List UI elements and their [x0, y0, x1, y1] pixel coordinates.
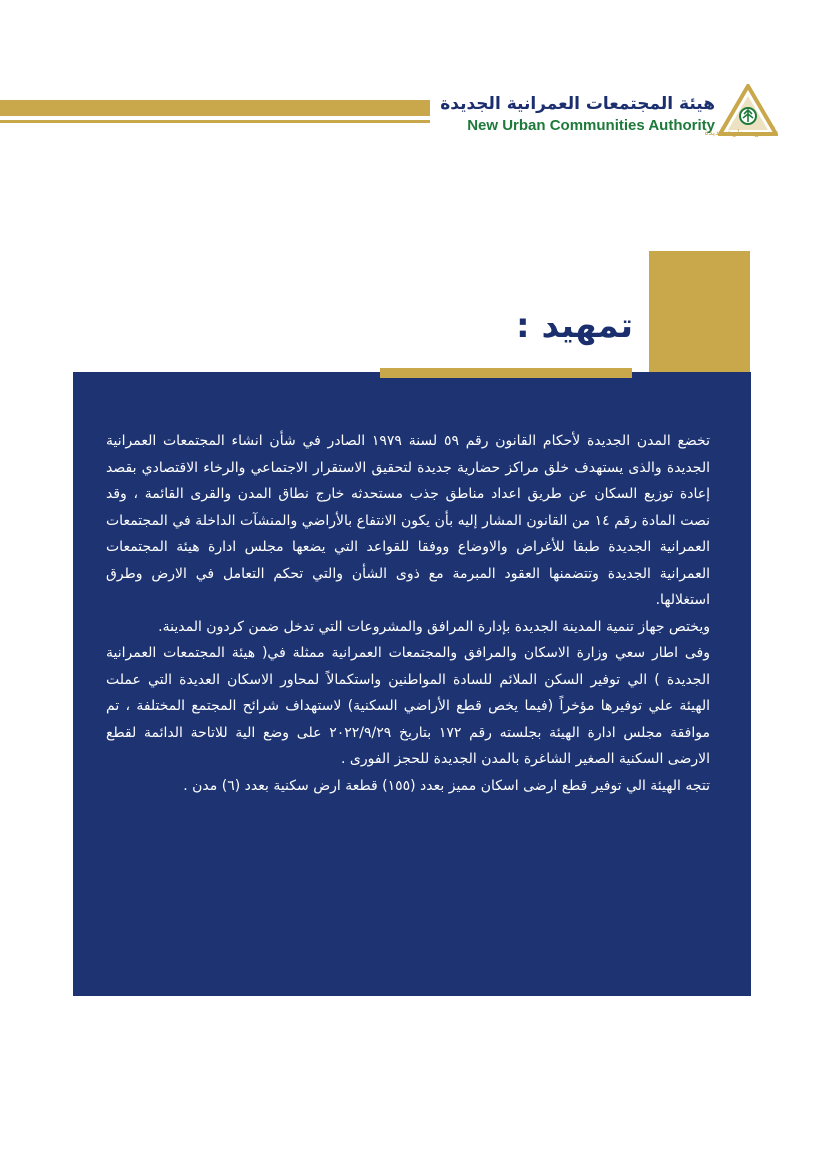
- paragraph: ويختص جهاز تنمية المدينة الجديدة بإدارة المرافق والمشروعات التي تدخل ضمن كردون المدينة.: [158, 618, 710, 635]
- header-gold-line: [0, 120, 430, 123]
- paragraph: تخضع المدن الجديدة لأحكام القانون رقم ٥٩ لسنة ١٩٧٩ الصادر في شأن انشاء المجتمعات العمرانية الجديدة والذى يستهدف خلق مراكز حضارية جديدة لتحقيق الاستقرار الاجتماعي والرخاء الاقتصادي بقصد إعادة توزيع السكان عن طريق اعداد مناطق جذب مستحدثه خارج نطاق المدن والقرى القائمة ، وقد نصت المادة رقم ١٤ من القانون المشار إليه بأن يكون الانتفاع بالأراضي والمنشآت الداخلة في المجتمعات العمرانية الجديدة طبقا للأغراض والاوضاع ووفقا للقواعد التي يضعها مجلس ادارة هيئة المجتمعات العمرانية الجديدة وتتضمنها العقود المبرمة مع ذوى الشأن والتي تحكم التعامل في الارض وطرق استغلالها.: [106, 433, 710, 608]
- nuca-triangle-logo-icon: [704, 84, 778, 144]
- title-card: [354, 292, 649, 372]
- paragraph: تتجه الهيئة الي توفير قطع ارضى اسكان مميز بعدد (١٥٥) قطعة ارض سكنية بعدد (٦) مدن .: [183, 777, 710, 794]
- header-gold-bar: [0, 100, 430, 116]
- org-name-english: New Urban Communities Authority: [467, 117, 715, 134]
- paragraph: وفى اطار سعي وزارة الاسكان والمرافق والمجتمعات العمرانية ممثلة في( هيئة المجتمعات العمرانية الجديدة ) الي توفير السكن الملائم للسادة المواطنين واستكمالاً لمحاور الاسكان العديدة التي عملت الهيئة علي توفيرها مؤخراً (فيما يخص قطع الأراضي السكنية) لاستهداف شرائح المجتمع المختلفة ، تم موافقة مجلس ادارة الهيئة بجلسته رقم ١٧٢ بتاريخ ٢٠٢٢/٩/٢٩ على وضع الية للاتاحة الدائمة لقطع الارضى السكنية الصغير الشاغرة بالمدن الجديدة للحجز الفورى .: [106, 645, 710, 767]
- section-title: تمهيد :: [516, 306, 633, 346]
- organization-brand: [435, 92, 715, 136]
- org-name-arabic: هيئة المجتمعات العمرانية الجديدة: [440, 94, 715, 114]
- title-underline: [380, 368, 632, 378]
- intro-body-text: [106, 428, 710, 799]
- logo-caption: تأسيس حضارية جديدة: [704, 128, 778, 137]
